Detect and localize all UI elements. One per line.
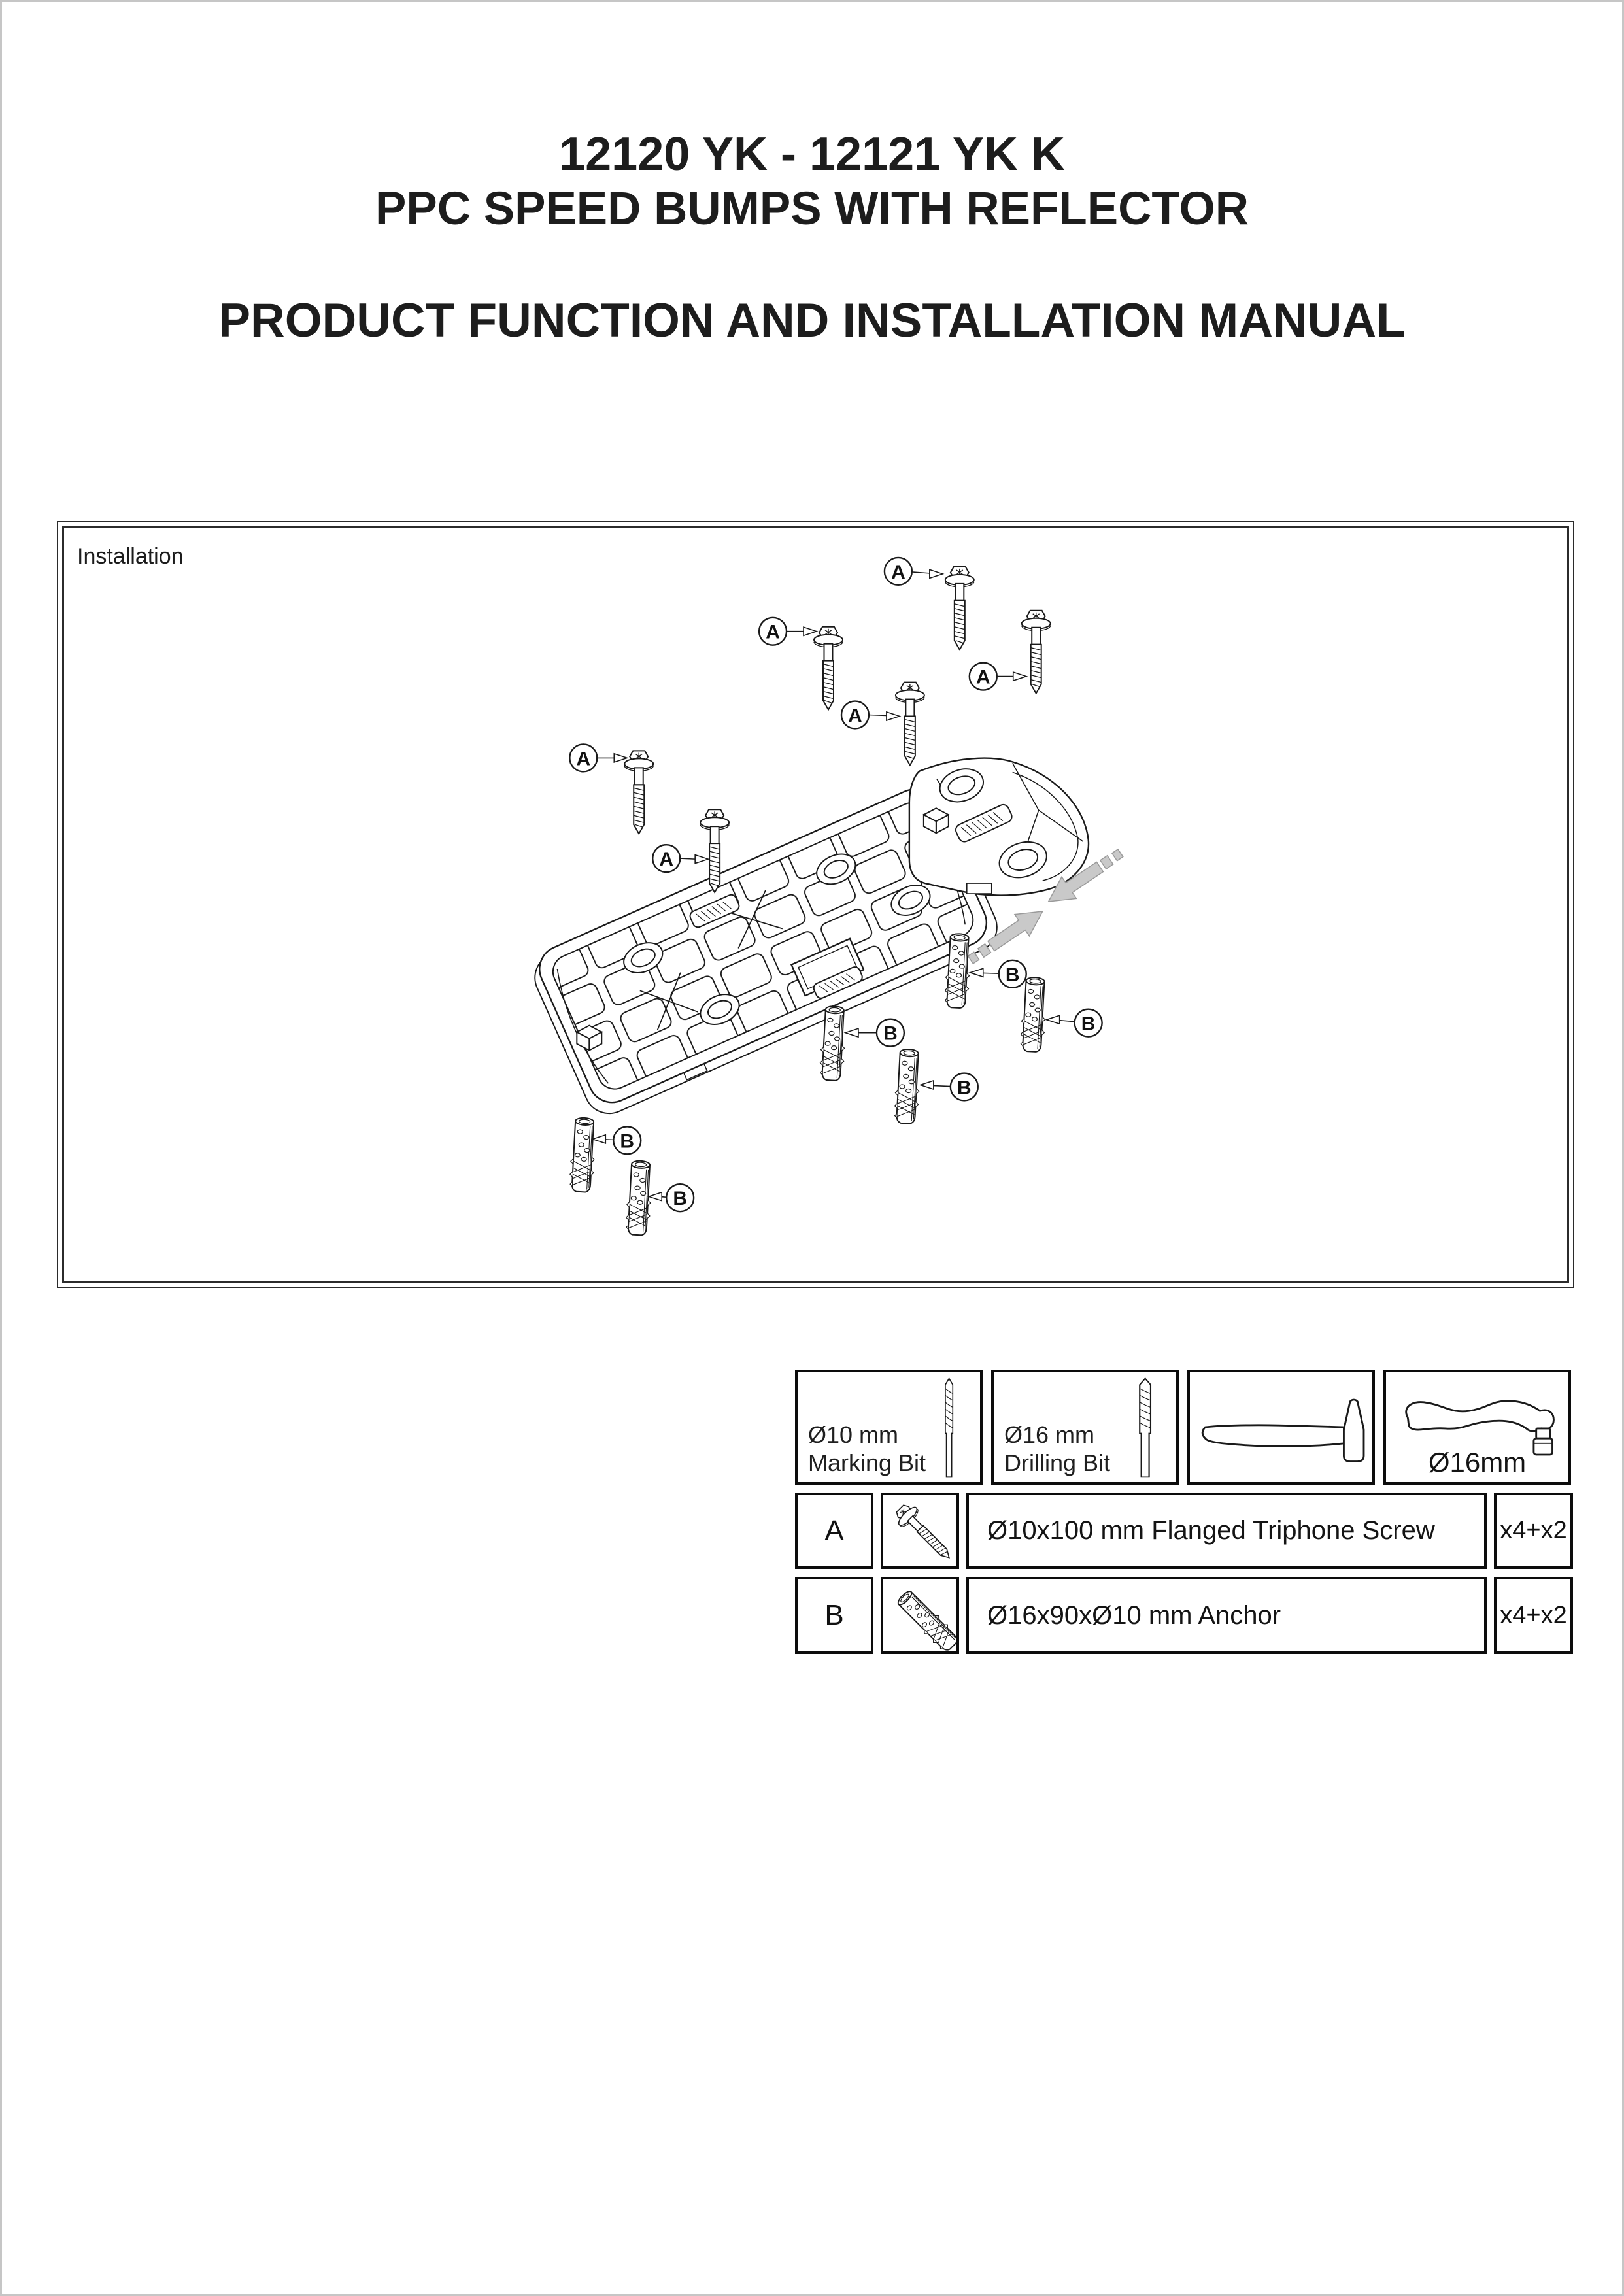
callout-screw [759, 618, 817, 645]
part-b-quantity: x4+x2 [1494, 1577, 1573, 1654]
callout-screw [885, 558, 943, 585]
callout-screw [569, 744, 627, 771]
callout-anchor [592, 1126, 641, 1154]
flanged-screw-icon [814, 627, 843, 710]
speed-bump-end-cap [909, 758, 1089, 896]
svg-text:A: A [576, 748, 591, 770]
svg-text:B: B [883, 1022, 898, 1045]
manual-title: PRODUCT FUNCTION AND INSTALLATION MANUAL [218, 294, 1406, 347]
anchor-icon [569, 1117, 596, 1192]
callout-anchor [970, 960, 1026, 988]
svg-text:A: A [891, 561, 905, 583]
part-b-id: B [795, 1577, 873, 1654]
part-row-b [795, 1577, 1573, 1654]
tool-marking-bit [795, 1370, 983, 1485]
part-a-description: Ø10x100 mm Flanged Triphone Screw [966, 1493, 1487, 1569]
flanged-screw-icon [883, 1495, 956, 1566]
product-codes-title: 12120 YK - 12121 YK K [559, 128, 1065, 180]
part-a-id: A [795, 1493, 873, 1569]
svg-text:B: B [673, 1188, 688, 1210]
callout-anchor [649, 1184, 694, 1211]
drilling-bit-label: Ø16 mm Drilling Bit [1004, 1421, 1111, 1476]
socket-size-label: Ø16mm [1428, 1447, 1527, 1477]
flanged-screw-icon [624, 751, 653, 834]
tool-drilling-bit [991, 1370, 1179, 1485]
svg-text:A: A [975, 666, 990, 688]
anchor-icon [625, 1160, 652, 1236]
part-a-quantity: x4+x2 [1494, 1493, 1573, 1569]
callout-anchor [1047, 1009, 1102, 1037]
tool-hammer [1187, 1370, 1375, 1485]
tools-and-parts-table [795, 1370, 1573, 1654]
part-row-a [795, 1493, 1573, 1569]
exploded-assembly-diagram [64, 528, 1567, 1281]
flanged-screw-icon [1022, 611, 1051, 694]
svg-text:A: A [766, 621, 780, 643]
installation-frame [62, 526, 1569, 1283]
part-b-description: Ø16x90xØ10 mm Anchor [966, 1577, 1487, 1654]
callout-screw [652, 845, 708, 872]
svg-text:B: B [1081, 1013, 1096, 1035]
callout-anchor [845, 1019, 904, 1047]
callout-screw [970, 663, 1026, 690]
svg-text:A: A [848, 705, 862, 727]
anchor-icon [1020, 977, 1047, 1052]
flanged-screw-icon [945, 567, 974, 650]
installation-section-label: Installation [77, 544, 184, 569]
part-b-icon-cell [881, 1577, 959, 1654]
flanged-screw-icon [896, 683, 924, 766]
anchor-icon [883, 1579, 956, 1651]
svg-text:B: B [1005, 964, 1020, 986]
hammer-icon [1190, 1372, 1372, 1482]
marking-bit-label: Ø10 mm Marking Bit [808, 1421, 926, 1476]
callout-anchor [921, 1073, 978, 1101]
tool-socket-wrench [1383, 1370, 1571, 1485]
part-a-icon-cell [881, 1493, 959, 1569]
anchor-icon [894, 1049, 921, 1124]
product-name-title: PPC SPEED BUMPS WITH REFLECTOR [375, 183, 1249, 235]
tools-row [795, 1370, 1573, 1485]
callout-screw [841, 701, 900, 729]
svg-text:B: B [620, 1130, 635, 1153]
svg-text:A: A [659, 849, 674, 871]
svg-text:B: B [956, 1077, 972, 1099]
installation-section [57, 521, 1574, 1288]
